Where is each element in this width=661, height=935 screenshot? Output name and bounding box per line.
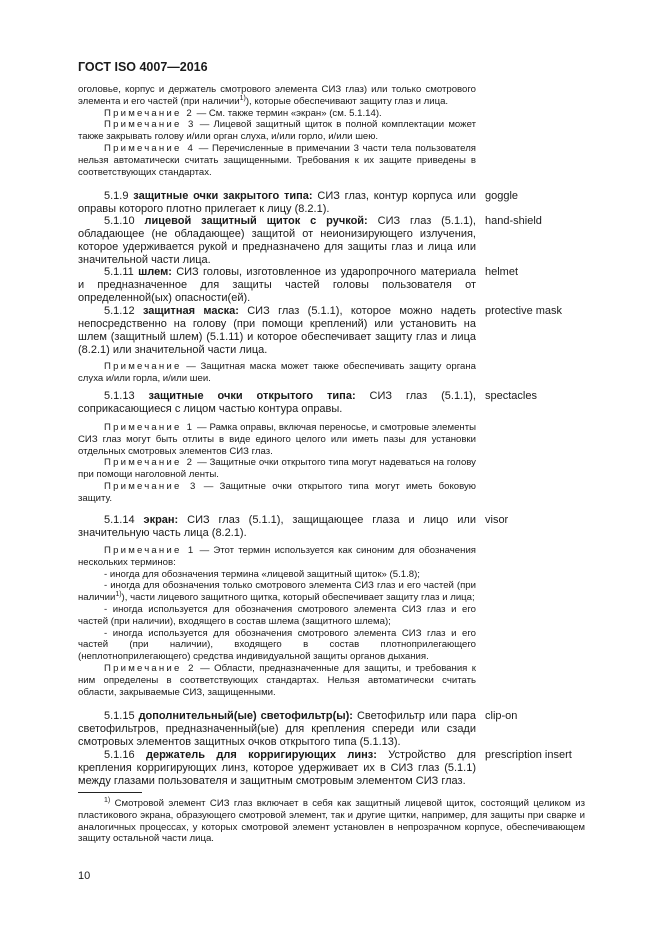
english-term: protective mask [485, 305, 563, 317]
def-text: СИЗ головы, изготовленное из ударопрочного материала и предназначенное для защиты частей головы пользователя от определенной(ых) опасности(ей). [78, 266, 476, 304]
english-term: spectacles [485, 390, 537, 402]
def-text: Устройство для крепления корригирующих линз, которое удерживает их в СИЗ глаз (5.1.1) между глазами пользователя и защитным смотровым элементом СИЗ глаз. [78, 749, 477, 787]
note-label: Примечание 2 [104, 457, 195, 469]
note-mask [78, 361, 476, 385]
def-text: СИЗ глаз (5.1.1), соприкасающиеся с лицом частью контура оправы. [78, 390, 476, 415]
note-text: — Защитные очки открытого типа могут иметь боковую защиту. [78, 480, 476, 504]
english-term: helmet [485, 266, 519, 278]
intro-paragraph [78, 84, 476, 178]
def-number: 5.1.13 [104, 390, 135, 402]
note-label: Примечание 3 [104, 119, 196, 131]
def-term: защитные очки открытого типа: [148, 390, 356, 402]
definition-5-1-13 [78, 390, 476, 416]
def-number: 5.1.16 [104, 749, 135, 761]
note-bullet: - иногда для обозначения термина «лицевой защитный щиток» (5.1.8); [104, 568, 420, 580]
note-label: Примечание 1 [104, 545, 196, 556]
note-label: Примечание 1 [104, 422, 195, 433]
page-number: 10 [78, 870, 91, 882]
footnote-text: Смотровой элемент СИЗ глаз включает в себя как защитный лицевой щиток, состоящий целиком из пластикового экрана, образующего смотровой элемент, так и другие щитки, например, для защиты при сварке и аналогичных процессах, у которых смотровой элемент установлен в непрозрачном корпусе, обеспечивающем защиту остальной части лица. [78, 798, 585, 845]
english-term: clip-on [485, 710, 518, 722]
definition-5-1-10 [78, 215, 476, 267]
note-text: — Области, предназначенные для защиты, и требования к ним определены в соответствующих стандартах. Нельзя автоматически считать области, закрываемые СИЗ, защищенными. [78, 662, 476, 698]
def-number: 5.1.14 [104, 514, 135, 526]
def-number: 5.1.10 [104, 215, 135, 227]
english-term: visor [485, 514, 509, 526]
note-bullet-end: ), части лицевого защитного щитка, который обеспечивает защиту глаз и лица; [121, 592, 475, 604]
note-label: Примечание 2 [104, 662, 196, 674]
definition-5-1-14 [78, 514, 476, 540]
def-text: СИЗ глаз, контур корпуса или оправы которого плотно прилегает к лицу (8.2.1). [78, 190, 476, 215]
note-bullet: - иногда для обозначения только смотрового элемента СИЗ глаз и его частей (при наличии [78, 580, 476, 604]
note-bullet: - иногда используется для обозначения смотрового элемента СИЗ глаз и его частей (при наличии), входящего в состав плотноприлегающего (неплотноприлегающего) средства индивидуальной защиты органов дыхания. [78, 627, 476, 663]
footnote-ref: 1) [239, 94, 246, 102]
note-bullet: - иногда используется для обозначения смотрового элемента СИЗ глаз и его частей (при наличии), входящего в состав шлема (защитного шлема); [78, 603, 476, 627]
def-text: СИЗ глаз (5.1.1), которое можно надеть непосредственно на голову (при помощи креплений) или установить на шлем (защитный шлем) (5.1.11) и которое обеспечивает защиту глаз и лица (8.2.1) или значительной части лица. [78, 305, 476, 356]
note-text: — Этот термин используется как синоним для обозначения нескольких терминов: [78, 545, 476, 568]
def-text: СИЗ глаз (5.1.1), обладающее (не обладающее) защитой от неионизирующего излучения, которое удерживается рукой и предназначено для защиты глаз и лица или значительной части лица. [78, 215, 476, 266]
def-term: лицевой защитный щиток с ручкой: [144, 215, 368, 227]
english-term: hand-shield [485, 215, 542, 227]
def-text: СИЗ глаз (5.1.1), защищающее глаза и лицо или значительную часть лица (8.2.1). [78, 514, 476, 539]
notes-spectacles [78, 422, 476, 505]
english-term: prescription insert [485, 749, 572, 761]
definition-5-1-9 [78, 190, 476, 216]
def-term: дополнительный(ые) светофильтр(ы): [138, 710, 353, 722]
footnote-divider [78, 792, 142, 793]
note-text: — Защитная маска может также обеспечивать защиту органа слуха и/или горла, и/или шеи. [78, 361, 476, 384]
note-label: Примечание 3 [104, 480, 198, 492]
notes-visor [78, 545, 476, 698]
footnote [78, 798, 585, 845]
note-label: Примечание [104, 361, 182, 372]
note-text: — Лицевой защитный щиток в полной комплектации может также закрывать голову и/или орган слуха, и/или горло, и/или шею. [78, 119, 476, 143]
def-term: защитные очки закрытого типа: [133, 190, 313, 202]
footnote-ref: 1) [115, 591, 122, 598]
def-term: экран: [143, 514, 179, 526]
intro-text: оголовье, корпус и держатель смотрового элемента СИЗ глаз) или только смотрового элемента и его частей (при наличии [78, 84, 476, 107]
note-text: — См. также термин «экран» (см. 5.1.14). [193, 107, 382, 119]
english-term: goggle [485, 190, 519, 202]
def-number: 5.1.9 [104, 190, 129, 202]
note-text: — Рамка оправы, включая переносье, и смотровые элементы СИЗ глаз могут быть отлиты в виде единого целого или иметь пазы для установки отдельных смотровых элементов СИЗ глаз. [78, 422, 476, 457]
def-term: защитная маска: [142, 305, 239, 317]
note-text: — Защитные очки открытого типа могут надеваться на голову при помощи наголовной ленты. [78, 457, 476, 481]
definition-5-1-11 [78, 266, 476, 305]
definition-5-1-15 [78, 710, 476, 749]
definition-5-1-16 [78, 749, 476, 788]
note-label: Примечание 4 [104, 142, 195, 154]
def-number: 5.1.12 [104, 305, 135, 317]
definition-5-1-12 [78, 305, 476, 357]
note-text: — Перечисленные в примечании 3 части тела пользователя нельзя автоматически считать защищенными. Требования к их защите приведены в соответствующих стандартах. [78, 142, 476, 178]
def-number: 5.1.11 [104, 266, 134, 278]
def-text: Светофильтр или пара светофильтров, предназначенный(ые) для крепления спереди или сзади смотровых элементов защитных очков открытого типа (5.1.13). [78, 710, 476, 748]
def-term: держатель для корригирующих линз: [145, 749, 377, 761]
def-number: 5.1.15 [104, 710, 135, 722]
note-label: Примечание 2 [104, 107, 194, 119]
def-term: шлем: [138, 266, 172, 278]
document-header: ГОСТ ISO 4007—2016 [78, 60, 208, 74]
footnote-marker: 1) [104, 796, 111, 804]
intro-text-end: ), которые обеспечивают защиту глаз и лица. [245, 95, 449, 107]
